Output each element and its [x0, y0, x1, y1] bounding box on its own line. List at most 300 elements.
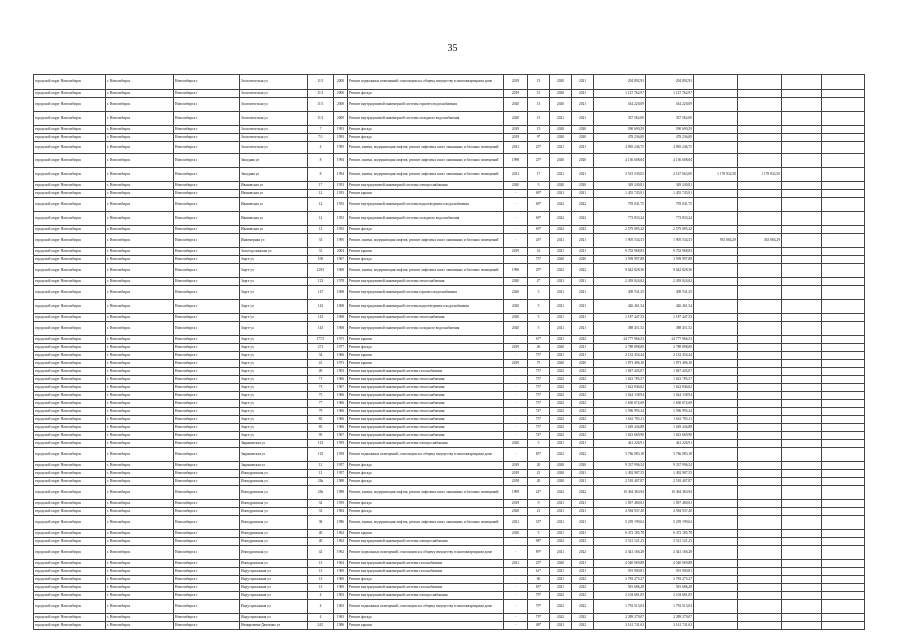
cell-cost-fund: 2 441 166,28: [646, 546, 694, 560]
cell-extra-1: [694, 568, 738, 576]
cell-cost-fund: 204 892,93: [646, 75, 694, 90]
cell-street: Ипподромская ул: [240, 508, 308, 516]
cell-cost: 1 630 672,68: [594, 400, 646, 408]
cell-district: городской округ Новосибирск: [34, 432, 106, 440]
cell-settlement: г. Новосибирск: [106, 560, 174, 568]
cell-start-year: 2021: [550, 530, 572, 538]
cell-extra-4: [822, 384, 865, 392]
cell-extra-2: [738, 592, 782, 600]
cell-settlement: г. Новосибирск: [106, 212, 174, 226]
cell-extra-1: [694, 190, 738, 198]
cell-start-year: 2021: [550, 336, 572, 344]
cell-street: Индустриальная ул: [240, 576, 308, 584]
cell-cost-fund: 9 337 996,54: [646, 462, 694, 470]
cell-extra-2: [738, 248, 782, 256]
cell-extra-3: [782, 198, 822, 212]
cell-cost-fund: 2 289 279,07: [646, 614, 694, 622]
cell-doc-year: 2019: [504, 134, 528, 142]
table-row: [34, 190, 865, 198]
table-row: [34, 182, 865, 190]
cell-start-year: 2020: [550, 462, 572, 470]
cell-extra-2: [738, 486, 782, 500]
cell-work-type: Ремонт внутридомовой инженерной системы теплоснабжения: [348, 376, 504, 384]
cell-doc-number: 75*: [528, 384, 550, 392]
cell-cost: 2 132 454,44: [594, 352, 646, 360]
cell-build-year: 1966: [334, 352, 348, 360]
cell-locality: Новосибирск г: [174, 486, 240, 500]
table-row: [34, 360, 865, 368]
cell-start-year: 2022: [550, 376, 572, 384]
cell-extra-1: [694, 462, 738, 470]
cell-extra-1: [694, 212, 738, 226]
cell-locality: Новосибирск г: [174, 392, 240, 400]
cell-extra-2: [738, 392, 782, 400]
cell-end-year: 2022: [572, 538, 594, 546]
cell-build-year: 1977: [334, 344, 348, 352]
cell-cost: 1 847 445,07: [594, 368, 646, 376]
cell-cost-fund: 1 187 447,53: [646, 314, 694, 322]
cell-district: городской округ Новосибирск: [34, 470, 106, 478]
cell-cost: 349 240,81: [594, 182, 646, 190]
cell-extra-1: [694, 392, 738, 400]
cell-extra-4: [822, 75, 865, 90]
cell-house: 4: [308, 592, 334, 600]
cell-doc-year: -: [504, 336, 528, 344]
table-row: [34, 530, 865, 538]
cell-extra-1: [694, 376, 738, 384]
table-row: [34, 286, 865, 300]
cell-extra-3: [782, 416, 822, 424]
cell-district: городской округ Новосибирск: [34, 592, 106, 600]
cell-build-year: 2000: [334, 90, 348, 98]
cell-extra-1: [694, 416, 738, 424]
cell-cost-fund: 478 236,00: [646, 134, 694, 142]
cell-build-year: 1966: [334, 424, 348, 432]
cell-extra-3: [782, 478, 822, 486]
cell-street: Ивановская ул: [240, 198, 308, 212]
cell-extra-3: [782, 286, 822, 300]
cell-extra-3: [782, 278, 822, 286]
cell-extra-4: [822, 448, 865, 462]
cell-extra-3: [782, 314, 822, 322]
cell-extra-3: [782, 432, 822, 440]
cell-district: городской округ Новосибирск: [34, 234, 106, 248]
cell-build-year: 1959: [334, 440, 348, 448]
cell-work-type: Ремонт фасада: [348, 462, 504, 470]
cell-street: Ивановская ул: [240, 190, 308, 198]
cell-house: 13: [308, 584, 334, 592]
cell-build-year: 1967: [334, 256, 348, 264]
cell-cost: 1 623 785,57: [594, 376, 646, 384]
cell-extra-3: [782, 530, 822, 538]
cell-cost: 2 439 024,02: [594, 278, 646, 286]
cell-doc-number: 25*: [528, 142, 550, 154]
cell-settlement: г. Новосибирск: [106, 322, 174, 336]
cell-cost-fund: 1 629 444,88: [646, 424, 694, 432]
cell-settlement: г. Новосибирск: [106, 500, 174, 508]
cell-cost: 441 226,91: [594, 440, 646, 448]
cell-end-year: 2022: [572, 448, 594, 462]
cell-extra-4: [822, 432, 865, 440]
cell-build-year: 1994: [334, 168, 348, 182]
cell-extra-2: [738, 538, 782, 546]
cell-extra-2: [738, 408, 782, 416]
cell-cost-fund: 4 965 246,75: [646, 142, 694, 154]
cell-extra-1: [694, 576, 738, 584]
cell-doc-number: 26: [528, 344, 550, 352]
cell-cost: 9 642 828,36: [594, 264, 646, 278]
cell-district: городской округ Новосибирск: [34, 344, 106, 352]
cell-settlement: г. Новосибирск: [106, 622, 174, 630]
cell-settlement: г. Новосибирск: [106, 154, 174, 168]
cell-work-type: Ремонт подвальных помещений, относящихся к общему имуществу в многоквартирном доме: [348, 600, 504, 614]
cell-doc-number: 75*: [528, 352, 550, 360]
cell-doc-number: 69*: [528, 212, 550, 226]
cell-extra-3: [782, 134, 822, 142]
cell-doc-year: -: [504, 256, 528, 264]
cell-extra-1: [694, 344, 738, 352]
cell-extra-1: [694, 352, 738, 360]
cell-locality: Новосибирск г: [174, 134, 240, 142]
cell-extra-1: [694, 336, 738, 344]
cell-doc-year: -: [504, 212, 528, 226]
cell-end-year: 2021: [572, 112, 594, 126]
cell-build-year: 1988: [334, 486, 348, 500]
cell-doc-year: -: [504, 584, 528, 592]
cell-district: городской округ Новосибирск: [34, 126, 106, 134]
cell-street: Зоологическая ул: [240, 98, 308, 112]
table-row: [34, 408, 865, 416]
cell-end-year: 2021: [572, 568, 594, 576]
cell-extra-1: [694, 516, 738, 530]
cell-cost: 590 690,59: [594, 126, 646, 134]
cell-extra-3: [782, 336, 822, 344]
cell-doc-year: -: [504, 416, 528, 424]
cell-doc-year: 1998: [504, 154, 528, 168]
cell-locality: Новосибирск г: [174, 576, 240, 584]
cell-street: Зоологическая ул: [240, 142, 308, 154]
cell-extra-2: [738, 424, 782, 432]
cell-settlement: г. Новосибирск: [106, 470, 174, 478]
cell-extra-2: [738, 198, 782, 212]
cell-doc-number: 75*: [528, 256, 550, 264]
cell-doc-number: 69*: [528, 198, 550, 212]
cell-locality: Новосибирск г: [174, 126, 240, 134]
cell-end-year: 2020: [572, 360, 594, 368]
cell-extra-4: [822, 408, 865, 416]
cell-extra-3: [782, 226, 822, 234]
cell-start-year: 2022: [550, 538, 572, 546]
cell-extra-1: [694, 584, 738, 592]
cell-cost: 1 622 846,62: [594, 384, 646, 392]
cell-locality: Новосибирск г: [174, 440, 240, 448]
cell-work-type: Ремонт фасада: [348, 256, 504, 264]
cell-end-year: 2021: [572, 530, 594, 538]
cell-district: городской округ Новосибирск: [34, 98, 106, 112]
cell-work-type: Ремонт внутридомовой инженерной системы холодного водоснабжения: [348, 112, 504, 126]
cell-extra-4: [822, 154, 865, 168]
cell-district: городской округ Новосибирск: [34, 226, 106, 234]
cell-locality: Новосибирск г: [174, 300, 240, 314]
cell-extra-4: [822, 592, 865, 600]
cell-cost-fund: 388 451,52: [646, 322, 694, 336]
cell-house: 38: [308, 516, 334, 530]
cell-work-type: Ремонт внутридомовой инженерной системы электроснабжения: [348, 440, 504, 448]
cell-start-year: 2022: [550, 486, 572, 500]
cell-doc-number: 75*: [528, 392, 550, 400]
cell-extra-4: [822, 212, 865, 226]
cell-house: 12: [308, 198, 334, 212]
cell-extra-4: [822, 392, 865, 400]
cell-doc-number: 5: [528, 440, 550, 448]
cell-district: городской округ Новосибирск: [34, 190, 106, 198]
cell-extra-2: [738, 212, 782, 226]
cell-locality: Новосибирск г: [174, 352, 240, 360]
cell-end-year: 2021: [572, 190, 594, 198]
cell-cost-fund: 793 041,75: [646, 198, 694, 212]
cell-district: городской округ Новосибирск: [34, 508, 106, 516]
cell-doc-year: -: [504, 368, 528, 376]
cell-settlement: г. Новосибирск: [106, 448, 174, 462]
cell-end-year: 2022: [572, 584, 594, 592]
cell-build-year: 1959: [334, 500, 348, 508]
cell-street: Зорге ул: [240, 400, 308, 408]
cell-cost-fund: 1 624 138,94: [646, 392, 694, 400]
cell-build-year: 1968: [334, 286, 348, 300]
cell-extra-3: [782, 126, 822, 134]
cell-end-year: 2022: [572, 392, 594, 400]
cell-doc-number: 25*: [528, 154, 550, 168]
cell-house: 109: [308, 256, 334, 264]
table-row: [34, 112, 865, 126]
cell-locality: Новосибирск г: [174, 592, 240, 600]
cell-extra-4: [822, 568, 865, 576]
cell-doc-number: 25*: [528, 560, 550, 568]
cell-street: Ипподромская ул: [240, 546, 308, 560]
cell-work-type: Ремонт фасада: [348, 614, 504, 622]
cell-extra-1: [694, 486, 738, 500]
cell-settlement: г. Новосибирск: [106, 98, 174, 112]
cell-street: Западная ул: [240, 154, 308, 168]
cell-end-year: 2022: [572, 592, 594, 600]
cell-doc-year: -: [504, 546, 528, 560]
cell-extra-2: [738, 286, 782, 300]
cell-extra-2: [738, 154, 782, 168]
cell-end-year: 2022: [572, 198, 594, 212]
cell-work-type: Ремонт фасада: [348, 470, 504, 478]
cell-district: городской округ Новосибирск: [34, 264, 106, 278]
cell-street: Ивановская ул: [240, 226, 308, 234]
cell-district: городской округ Новосибирск: [34, 546, 106, 560]
cell-district: городской округ Новосибирск: [34, 198, 106, 212]
cell-extra-2: [738, 368, 782, 376]
cell-doc-year: -: [504, 226, 528, 234]
cell-extra-3: [782, 168, 822, 182]
cell-doc-number: 75*: [528, 400, 550, 408]
cell-locality: Новосибирск г: [174, 614, 240, 622]
cell-work-type: Ремонт фасада: [348, 134, 504, 142]
cell-extra-4: [822, 478, 865, 486]
cell-end-year: 2022: [572, 264, 594, 278]
cell-house: 177/1: [308, 336, 334, 344]
cell-settlement: г. Новосибирск: [106, 424, 174, 432]
cell-end-year: 2022: [572, 622, 594, 630]
cell-doc-number: 5: [528, 322, 550, 336]
cell-extra-1: [694, 424, 738, 432]
cell-extra-3: [782, 90, 822, 98]
cell-extra-3: [782, 154, 822, 168]
cell-extra-1: [694, 314, 738, 322]
cell-work-type: Ремонт подвальных помещений, относящихся к общему имуществу в многоквартирном доме: [348, 448, 504, 462]
cell-district: городской округ Новосибирск: [34, 360, 106, 368]
cell-extra-1: [694, 408, 738, 416]
cell-build-year: 1995: [334, 142, 348, 154]
cell-settlement: г. Новосибирск: [106, 614, 174, 622]
cell-extra-4: [822, 600, 865, 614]
cell-extra-1: [694, 622, 738, 630]
cell-extra-4: [822, 98, 865, 112]
cell-start-year: 2020: [550, 478, 572, 486]
table-row: [34, 516, 865, 530]
cell-settlement: г. Новосибирск: [106, 226, 174, 234]
cell-end-year: 2022: [572, 400, 594, 408]
cell-build-year: 1993: [334, 134, 348, 142]
cell-extra-4: [822, 90, 865, 98]
cell-cost: 309 531,35: [594, 286, 646, 300]
cell-house: 143: [308, 322, 334, 336]
cell-start-year: 2022: [550, 400, 572, 408]
cell-cost-fund: 1 641 785,11: [646, 416, 694, 424]
table-row: [34, 614, 865, 622]
cell-extra-4: [822, 560, 865, 568]
cell-extra-2: [738, 384, 782, 392]
cell-work-type: Ремонт, замена, модернизация лифтов, ремонт лифтовых шахт, машинных и блочных помещений: [348, 516, 504, 530]
cell-settlement: г. Новосибирск: [106, 198, 174, 212]
cell-district: городской округ Новосибирск: [34, 168, 106, 182]
cell-locality: Новосибирск г: [174, 112, 240, 126]
cell-doc-number: 67*: [528, 336, 550, 344]
table-row: [34, 300, 865, 314]
cell-house: 33: [308, 508, 334, 516]
cell-house: 41: [308, 360, 334, 368]
cell-extra-2: [738, 90, 782, 98]
cell-settlement: г. Новосибирск: [106, 360, 174, 368]
cell-doc-number: 60: [528, 576, 550, 584]
cell-settlement: г. Новосибирск: [106, 530, 174, 538]
cell-extra-1: [694, 226, 738, 234]
cell-doc-year: 2019: [504, 470, 528, 478]
cell-street: Зорге ул: [240, 264, 308, 278]
cell-house: 147: [308, 286, 334, 300]
cell-house: 7/1: [308, 134, 334, 142]
cell-doc-year: 2020: [504, 98, 528, 112]
cell-extra-4: [822, 336, 865, 344]
cell-extra-2: [738, 336, 782, 344]
cell-end-year: 2022: [572, 600, 594, 614]
cell-district: городской округ Новосибирск: [34, 392, 106, 400]
cell-build-year: 1963: [334, 592, 348, 600]
cell-locality: Новосибирск г: [174, 538, 240, 546]
cell-doc-year: -: [504, 568, 528, 576]
cell-doc-year: 2020: [504, 182, 528, 190]
cell-extra-1: [694, 478, 738, 486]
cell-extra-4: [822, 462, 865, 470]
cell-extra-1: [694, 400, 738, 408]
cell-doc-number: 9: [528, 500, 550, 508]
cell-doc-year: 2019: [504, 75, 528, 90]
cell-extra-1: [694, 198, 738, 212]
cell-extra-3: [782, 300, 822, 314]
cell-start-year: 2021: [550, 286, 572, 300]
cell-district: городской округ Новосибирск: [34, 112, 106, 126]
cell-street: Западная ул: [240, 168, 308, 182]
cell-doc-number: 21: [528, 508, 550, 516]
cell-locality: Новосибирск г: [174, 546, 240, 560]
cell-work-type: Ремонт внутридомовой инженерной системы теплоснабжения: [348, 424, 504, 432]
cell-cost: 357 562,00: [594, 112, 646, 126]
cell-start-year: 2021: [550, 234, 572, 248]
cell-extra-3: [782, 622, 822, 630]
cell-cost: 3 766 083,18: [594, 448, 646, 462]
cell-settlement: г. Новосибирск: [106, 234, 174, 248]
cell-street: Зыряновская ул: [240, 448, 308, 462]
cell-doc-number: 20: [528, 478, 550, 486]
cell-start-year: 2021: [550, 322, 572, 336]
cell-street: Ипподромская ул: [240, 470, 308, 478]
cell-cost-fund: 2 439 024,02: [646, 278, 694, 286]
cell-build-year: 2004: [334, 248, 348, 256]
cell-district: городской округ Новосибирск: [34, 576, 106, 584]
cell-end-year: 2022: [572, 368, 594, 376]
cell-locality: Новосибирск г: [174, 560, 240, 568]
cell-extra-2: [738, 478, 782, 486]
cell-work-type: Ремонт крыши: [348, 336, 504, 344]
cell-locality: Новосибирск г: [174, 248, 240, 256]
cell-doc-year: 2021: [504, 142, 528, 154]
cell-settlement: г. Новосибирск: [106, 600, 174, 614]
cell-house: 32: [308, 500, 334, 508]
cell-end-year: 2021: [572, 234, 594, 248]
cell-start-year: 2022: [550, 212, 572, 226]
cell-cost: 1 127 762,97: [594, 90, 646, 98]
cell-locality: Новосибирск г: [174, 384, 240, 392]
cell-cost-fund: 581 686,28: [646, 584, 694, 592]
cell-build-year: 1960: [334, 568, 348, 576]
cell-doc-number: 3: [528, 286, 550, 300]
cell-build-year: 1957: [334, 470, 348, 478]
cell-end-year: 2022: [572, 576, 594, 584]
cell-cost: 5 259 199,62: [594, 516, 646, 530]
cell-extra-4: [822, 126, 865, 134]
cell-district: городской округ Новосибирск: [34, 462, 106, 470]
cell-extra-2: [738, 264, 782, 278]
cell-extra-4: [822, 584, 865, 592]
cell-street: Индустриальная ул: [240, 592, 308, 600]
cell-extra-1: [694, 256, 738, 264]
cell-district: городской округ Новосибирск: [34, 600, 106, 614]
cell-district: городской округ Новосибирск: [34, 560, 106, 568]
cell-house: 40: [308, 538, 334, 546]
cell-work-type: Ремонт крыши: [348, 248, 504, 256]
cell-end-year: 2022: [572, 546, 594, 560]
cell-work-type: Ремонт подвальных помещений, относящихся к общему имуществу в многоквартирном доме: [348, 75, 504, 90]
cell-district: городской округ Новосибирск: [34, 248, 106, 256]
cell-extra-1: [694, 500, 738, 508]
cell-work-type: Ремонт внутридомовой инженерной системы электроснабжения: [348, 182, 504, 190]
cell-cost: 4 540 069,88: [594, 560, 646, 568]
cell-street: Индустриальная ул: [240, 568, 308, 576]
cell-house: 4: [308, 614, 334, 622]
